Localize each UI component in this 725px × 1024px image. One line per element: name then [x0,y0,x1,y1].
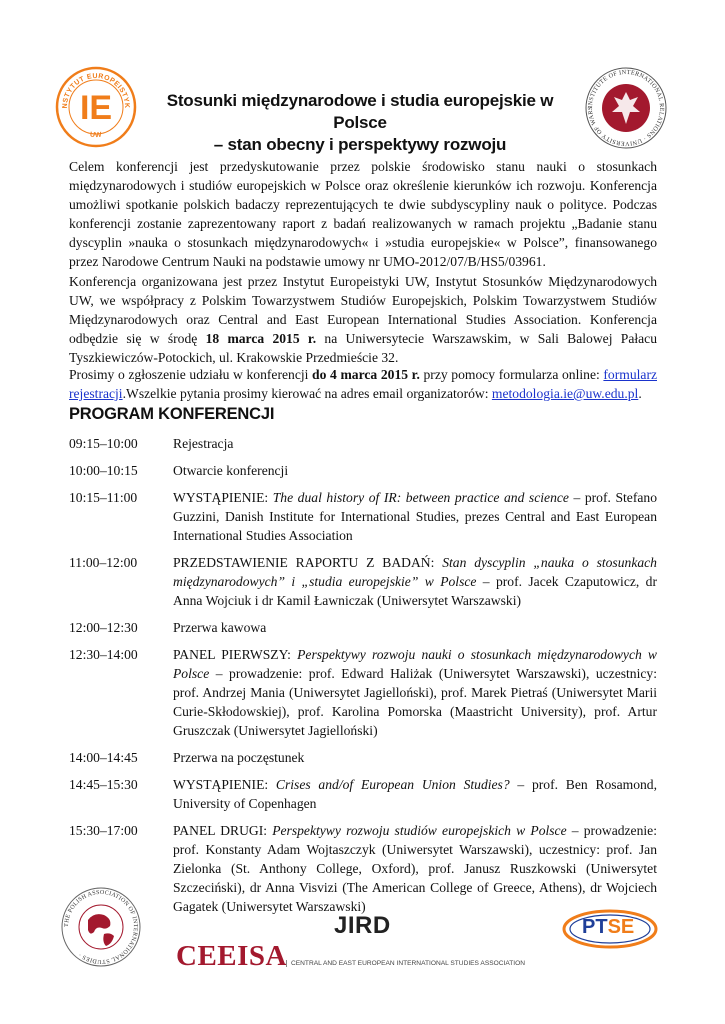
program-description [173,645,657,740]
program-talk-title: The dual history of IR: between practice and science [272,490,569,505]
intro-p3-text-a: Prosimy o zgłoszenie udziału w konferencji [69,367,313,382]
program-label: Przerwa na poczęstunek [173,750,305,765]
program-description [173,748,657,767]
program-list [69,434,657,924]
ceeisa-wordmark: CEEISA [176,940,287,972]
program-row [69,553,657,610]
logo-institute-international-relations [584,66,668,150]
program-time: 10:00–10:15 [69,463,138,478]
program-row [69,821,657,916]
program-speakers: – prowadzenie: prof. Konstanty Adam Wojtaszczyk (Uniwersytet Warszawski), uczestnicy: prof. Jan Zielonka (St. Anthony College, Oxford), prof. Janusz Ruszkowski (Uniwersytet Szczeciński), dr Anna Visvizi (The American College of Greece, Athens), dr Wojciech Gagatek (Uniwersytet Warszawski) [173,823,657,914]
svg-text:INSTITUTE OF INTERNATIONAL REL: INSTITUTE OF INTERNATIONAL RELATIONS · UNIVERSITY OF WARS [586,68,666,148]
program-row [69,645,657,740]
page-title [150,90,570,156]
svg-text:UW: UW [89,131,103,140]
ptse-text-pt: PT [582,916,608,938]
intro-paragraph-1: Celem konferencji jest przedyskutowanie przez polskie środowisko stanu nauki o stosunkach międzynarodowych i studiów europejskich w Polsce oraz określenie kierunków ich rozwoju. Konferencja umożliwi spotkanie polskich badaczy reprezentujących te dwie subdyscypliny nauk o polityce. Podczas konferencji zostanie zaprezentowany raport z badań realizowanych w ramach projektu „Badanie stanu dyscyplin »nauka o stosunkach międzynarodowych« i »studia europejskie« w Polsce”, finansowanego przez Narodowe Centrum Nauki na podstawie umowy nr UMO-2012/07/B/HS5/03961. [69,159,657,269]
program-time: 12:00–12:30 [69,620,138,635]
program-time: 14:00–14:45 [69,750,138,765]
program-talk-title: Perspektywy rozwoju studiów europejskich w Polsce [272,823,567,838]
program-row [69,775,657,813]
program-description [173,553,657,610]
program-row [69,434,657,453]
program-description [173,618,657,637]
program-talk-title: Stan dyscyplin „nauka o stosunkach międzynarodowych” i „studia europejskie” w Polsce [173,555,657,589]
program-row [69,488,657,545]
organizer-email-link[interactable]: metodologia.ie@uw.edu.pl [491,386,639,401]
intro-p2-text-b: na Uniwersytecie Warszawskim, w Sali Balowej Pałacu Tyszkiewiczów-Potockich, ul. Krakowskie Przedmieście 32. [69,331,657,365]
program-description [173,434,657,453]
program-time: 09:15–10:00 [69,436,138,451]
program-time: 14:45–15:30 [69,777,138,792]
program-speakers: – prof. Ben Rosamond, University of Copenhagen [173,777,657,811]
program-talk-title: Crises and/of European Union Studies? [275,777,510,792]
program-label: WYSTĄPIENIE: [173,490,273,505]
program-description [173,775,657,813]
program-description [173,461,657,480]
program-row [69,618,657,637]
program-label: Rejestracja [173,436,234,451]
svg-text:INSTYTUT EUROPEISTYKI: NSTYTUT EUROPEISTYK [61,72,131,109]
logo-jird: JIRD [334,912,391,939]
logo-ceeisa [176,940,556,976]
intro-p3-text-b: przy pomocy formularza online: [419,367,604,382]
program-label: PRZEDSTAWIENIE RAPORTU Z BADAŃ: [173,555,443,570]
program-label: PANEL PIERWSZY: [173,647,298,662]
program-talk-title: Perspektywy rozwoju nauki o stosunkach międzynarodowych w Polsce [173,647,657,681]
program-time: 12:30–14:00 [69,647,138,662]
program-title: PROGRAM KONFERENCJI [69,405,275,423]
program-speakers: – prof. Stefano Guzzini, Danish Institute for International Studies, prezes Central and East European International Studies Association [173,490,657,543]
program-time: 15:30–17:00 [69,823,138,838]
program-label: Przerwa kawowa [173,620,267,635]
logo-pisa [60,886,142,968]
logo-iir-icon [584,66,668,150]
program-time: 11:00–12:00 [69,555,138,570]
logo-ptse [560,906,660,952]
title-line-1: Stosunki międzynarodowe i studia europejskie w Polsce [166,91,554,132]
program-label: WYSTĄPIENIE: [173,777,276,792]
program-description [173,821,657,916]
program-description [173,488,657,545]
globe-icon [60,886,142,968]
program-label: Otwarcie konferencji [173,463,289,478]
program-label: PANEL DRUGI: [173,823,273,838]
svg-text:THE POLISH ASSOCIATION OF INTE: THE POLISH ASSOCIATION OF INTERNATIONAL STUDIES · [63,889,139,965]
intro-paragraph-2 [69,272,657,367]
conference-date: 18 marca 2015 r. [205,331,317,346]
intro-p3-text-c: .Wszelkie pytania prosimy kierować na adres email organizatorów: [122,386,492,401]
program-speakers: – prowadzenie: prof. Edward Haliżak (Uniwersytet Warszawski), uczestnicy: prof. Andrzej Mania (Uniwersytet Jagielloński), prof. Marek Pietraś (Uniwersytet Marii Curie-Skłodowskiej), prof. Karolina Pomorska (Maastricht University), prof. Artur Gruszczak (Uniwersytet Jagielloński) [173,666,657,738]
intro-paragraph-3 [69,365,657,403]
program-row [69,748,657,767]
program-row [69,461,657,480]
registration-form-link[interactable]: formularz rejestracji [69,367,657,401]
program-speakers: – prof. Jacek Czaputowicz, dr Anna Wojciuk i dr Kamil Ławniczak (Uniwersytet Warszawski) [173,574,657,608]
ptse-text-se: SE [607,916,635,938]
ceeisa-subtitle: CENTRAL AND EAST EUROPEAN INTERNATIONAL STUDIES ASSOCIATION [286,960,525,967]
program-time: 10:15–11:00 [69,490,138,505]
logo-instytut-europeistyki [55,66,137,148]
title-line-2: – stan obecny i perspektywy rozwoju [213,135,507,154]
intro-p3-text-d: . [638,386,642,401]
logo-ie-icon [55,66,137,148]
registration-deadline: do 4 marca 2015 r. [312,367,420,382]
intro-p2-text-a: Konferencja organizowana jest przez Instytut Europeistyki UW, Instytut Stosunków Międzynarodowych UW, we współpracy z Polskim Towarzystwem Studiów Europejskich, Polskim Towarzystwem Studiów Międzynarodowych oraz Central and East European International Studies Association. Konferencja odbędzie się w środę [69,274,657,346]
svg-text:IE: IE [79,89,113,127]
